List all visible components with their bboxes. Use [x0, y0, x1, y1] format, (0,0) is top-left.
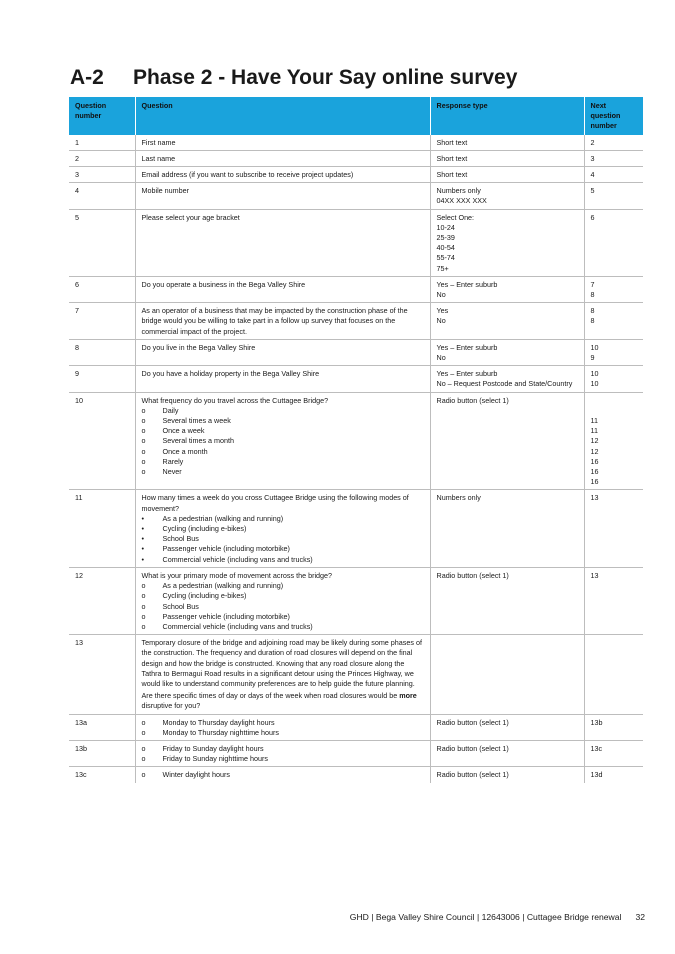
question-number-cell: 5	[69, 209, 135, 276]
question-text-part: disruptive for you?	[141, 701, 201, 711]
question-number-cell: 10	[69, 392, 135, 490]
option-label: Cycling (including e-bikes)	[162, 524, 247, 534]
option-label: Daily	[162, 405, 179, 415]
response-type-cell	[430, 490, 584, 567]
option-label: As a pedestrian (walking and running)	[162, 581, 284, 591]
response-line: Radio button (select 1)	[436, 743, 509, 753]
page-number: 32	[635, 912, 645, 922]
question-cell	[135, 490, 430, 567]
response-line: Radio button (select 1)	[436, 770, 509, 780]
hollow-circle-icon: o	[141, 591, 146, 601]
response-line: Radio button (select 1)	[436, 395, 509, 405]
response-type-cell	[430, 366, 584, 392]
column-header-question: Question	[135, 97, 430, 135]
option-label: Once a week	[162, 426, 205, 436]
response-line: Short text	[436, 170, 468, 180]
next-question-cell	[584, 490, 643, 567]
bullet-icon: •	[141, 534, 145, 544]
response-line: Numbers only	[436, 493, 481, 503]
question-cell	[135, 635, 430, 714]
response-type-cell	[430, 567, 584, 634]
next-question-value	[591, 406, 638, 416]
response-line: 75+	[436, 263, 449, 273]
response-line: 04XX XXX XXX	[436, 196, 487, 206]
response-line: Short text	[436, 153, 468, 163]
table-row	[69, 490, 643, 567]
question-text: How many times a week do you cross Cuttagee Bridge using the following modes of movement?	[141, 493, 409, 513]
next-question-cell	[584, 150, 643, 166]
question-number-cell: 8	[69, 339, 135, 365]
table-row	[69, 392, 643, 490]
next-question-value: 8	[590, 316, 595, 326]
radio-option	[142, 426, 424, 436]
question-text: Temporary closure of the bridge and adjoining road may be likely during some phases of the construction. The frequency and duration of road closures will depend on the final design and how the bridge is constructed. Knowing that any road closure along the Tathra to Bermagui Road results in a significant detour using the Princes Highway, we would like to understand community preferences are to help guide the future planning.	[141, 638, 422, 688]
response-type-cell	[430, 767, 584, 783]
option-label: Friday to Sunday nighttime hours	[162, 754, 268, 764]
response-line: 40-54	[436, 243, 455, 253]
question-cell	[135, 740, 430, 766]
table-body	[69, 135, 643, 783]
response-type-cell	[430, 135, 584, 151]
column-header-response-type: Response type	[430, 97, 584, 135]
table-row	[69, 635, 643, 714]
response-line: Radio button (select 1)	[436, 570, 509, 580]
next-question-cell	[584, 635, 643, 714]
footer-text: GHD | Bega Valley Shire Council | 12643006 | Cuttagee Bridge renewal	[349, 912, 622, 922]
radio-option	[142, 457, 424, 467]
next-question-cell	[584, 303, 643, 340]
radio-option	[142, 416, 424, 426]
next-question-value: 12	[590, 436, 599, 446]
question-cell	[135, 567, 430, 634]
next-question-value: 13b	[590, 717, 603, 727]
response-line: 25-39	[436, 233, 455, 243]
response-type-cell	[430, 183, 584, 209]
question-text: Last name	[141, 153, 176, 163]
question-number-cell: 7	[69, 303, 135, 340]
radio-option	[142, 744, 424, 754]
radio-option	[142, 728, 424, 738]
question-text	[142, 691, 424, 711]
next-question-cell	[584, 714, 643, 740]
checkbox-option	[142, 555, 424, 565]
hollow-circle-icon: o	[141, 770, 146, 780]
option-label: Several times a month	[162, 436, 235, 446]
question-number-cell: 13b	[69, 740, 135, 766]
question-text: Mobile number	[141, 186, 190, 196]
response-type-cell	[430, 714, 584, 740]
hollow-circle-icon: o	[141, 727, 146, 737]
next-question-value: 4	[590, 170, 595, 180]
question-number-cell: 1	[75, 137, 79, 147]
question-cell	[135, 392, 430, 490]
response-type-cell	[430, 276, 584, 302]
question-number-cell: 3	[69, 167, 135, 183]
question-number-cell: 13a	[69, 714, 135, 740]
response-type-cell	[430, 209, 584, 276]
table-row	[69, 767, 643, 783]
page-footer	[350, 912, 645, 922]
option-label: Once a month	[162, 446, 208, 456]
response-type-cell	[430, 150, 584, 166]
checkbox-option	[142, 514, 424, 524]
next-question-value: 13c	[590, 743, 603, 753]
table-row	[69, 276, 643, 302]
response-line: Numbers only	[436, 186, 481, 196]
question-number-cell: 9	[69, 366, 135, 392]
radio-option	[142, 436, 424, 446]
response-line: Yes	[436, 306, 449, 316]
checkbox-option	[142, 524, 424, 534]
radio-option	[142, 770, 424, 780]
next-question-value: 16	[590, 467, 599, 477]
next-question-value: 16	[590, 477, 599, 487]
question-text: Do you operate a business in the Bega Valley Shire	[141, 279, 306, 289]
response-line: Short text	[436, 137, 468, 147]
radio-option	[142, 591, 424, 601]
option-label: Monday to Thursday daylight hours	[162, 717, 275, 727]
radio-option	[142, 718, 424, 728]
option-label: Commercial vehicle (including vans and trucks)	[162, 554, 313, 564]
question-text: Do you have a holiday property in the Bega Valley Shire	[141, 369, 320, 379]
hollow-circle-icon: o	[141, 456, 146, 466]
option-label: Winter daylight hours	[162, 770, 231, 780]
radio-option	[142, 754, 424, 764]
next-question-cell	[584, 135, 643, 151]
table-row	[69, 366, 643, 392]
option-label: Cycling (including e-bikes)	[162, 591, 247, 601]
response-type-cell	[430, 303, 584, 340]
question-cell	[135, 135, 430, 151]
next-question-cell	[584, 366, 643, 392]
table-row	[69, 567, 643, 634]
response-line: Yes – Enter suburb	[436, 369, 498, 379]
next-question-cell	[584, 767, 643, 783]
bullet-icon: •	[141, 513, 145, 523]
table-header-row	[69, 97, 643, 135]
response-line: Yes – Enter suburb	[436, 279, 498, 289]
question-number-cell: 4	[69, 183, 135, 209]
response-type-cell	[430, 740, 584, 766]
question-cell	[135, 366, 430, 392]
checkbox-option	[142, 544, 424, 554]
option-label: Monday to Thursday nighttime hours	[162, 727, 280, 737]
next-question-value: 6	[590, 212, 595, 222]
question-cell	[135, 209, 430, 276]
option-label: Several times a week	[162, 416, 231, 426]
option-label: Friday to Sunday daylight hours	[162, 743, 264, 753]
question-text: Do you live in the Bega Valley Shire	[141, 342, 256, 352]
next-question-value	[591, 396, 638, 406]
radio-option	[142, 602, 424, 612]
table-row	[69, 209, 643, 276]
hollow-circle-icon: o	[141, 621, 146, 631]
next-question-cell	[584, 183, 643, 209]
next-question-cell	[584, 167, 643, 183]
response-line: No	[436, 353, 446, 363]
response-type-cell	[430, 635, 584, 714]
radio-option	[142, 581, 424, 591]
question-number-cell: 13	[69, 635, 135, 714]
hollow-circle-icon: o	[141, 717, 146, 727]
question-number-cell: 13c	[69, 767, 135, 783]
question-text: First name	[141, 137, 176, 147]
table-row	[69, 183, 643, 209]
question-cell	[135, 276, 430, 302]
hollow-circle-icon: o	[141, 426, 146, 436]
option-label: Commercial vehicle (including vans and trucks)	[162, 621, 313, 631]
column-header-next-question: Next question number	[584, 97, 643, 135]
hollow-circle-icon: o	[141, 416, 146, 426]
column-header-question-number: Question number	[69, 97, 135, 135]
question-number-cell: 12	[69, 567, 135, 634]
question-number-cell: 11	[69, 490, 135, 567]
next-question-value: 5	[590, 186, 595, 196]
bullet-icon: •	[141, 554, 145, 564]
hollow-circle-icon: o	[141, 467, 146, 477]
next-question-cell	[584, 276, 643, 302]
appendix-number: A-2	[70, 66, 104, 89]
response-line: No	[436, 290, 446, 300]
next-question-value: 8	[590, 290, 595, 300]
next-question-value: 16	[590, 456, 599, 466]
table-row	[69, 167, 643, 183]
question-text: Email address (if you want to subscribe to receive project updates)	[141, 170, 354, 180]
next-question-cell	[584, 339, 643, 365]
next-question-value: 9	[590, 353, 595, 363]
radio-option	[142, 612, 424, 622]
bullet-icon: •	[141, 524, 145, 534]
response-line: No	[436, 316, 446, 326]
option-label: School Bus	[162, 601, 199, 611]
question-text: What is your primary mode of movement across the bridge?	[141, 570, 333, 580]
question-text: As an operator of a business that may be impacted by the construction phase of the bridge would you be willing to take part in a follow up survey that focuses on the commercial impact of the project.	[141, 306, 408, 336]
table-row	[69, 303, 643, 340]
question-text: What frequency do you travel across the Cuttagee Bridge?	[141, 395, 329, 405]
option-label: School Bus	[162, 534, 199, 544]
table-row	[69, 135, 643, 151]
radio-option	[142, 406, 424, 416]
table-row	[69, 150, 643, 166]
emphasis-text: more	[399, 691, 417, 701]
next-question-value: 11	[590, 416, 598, 426]
option-label: Passenger vehicle (including motorbike)	[162, 611, 290, 621]
hollow-circle-icon: o	[141, 581, 146, 591]
page-heading	[70, 66, 517, 90]
hollow-circle-icon: o	[141, 405, 146, 415]
next-question-value: 10	[590, 342, 599, 352]
next-question-value: 8	[590, 306, 595, 316]
next-question-value: 12	[590, 446, 599, 456]
radio-option	[142, 467, 424, 477]
appendix-title: Phase 2 - Have Your Say online survey	[133, 66, 518, 89]
response-line: Yes – Enter suburb	[436, 342, 498, 352]
next-question-value: 13	[590, 570, 599, 580]
question-cell	[135, 339, 430, 365]
hollow-circle-icon: o	[141, 446, 146, 456]
option-label: Never	[162, 467, 182, 477]
next-question-value: 13	[590, 493, 599, 503]
response-type-cell	[430, 339, 584, 365]
response-type-cell	[430, 392, 584, 490]
bullet-icon: •	[141, 544, 145, 554]
question-number-cell: 2	[69, 150, 135, 166]
next-question-cell	[584, 209, 643, 276]
response-line: 10-24	[436, 222, 455, 232]
next-question-cell	[584, 392, 643, 490]
checkbox-option	[142, 534, 424, 544]
question-cell	[135, 167, 430, 183]
response-line: Radio button (select 1)	[436, 717, 509, 727]
hollow-circle-icon: o	[141, 436, 146, 446]
survey-question-table	[69, 97, 643, 783]
table-row	[69, 339, 643, 365]
hollow-circle-icon: o	[141, 611, 146, 621]
option-label: Rarely	[162, 456, 184, 466]
next-question-value: 3	[590, 153, 595, 163]
response-line: 55-74	[436, 253, 455, 263]
question-text-part: Are there specific times of day or days of the week when road closures would be	[141, 691, 400, 701]
response-line: No – Request Postcode and State/Country	[436, 379, 573, 389]
option-label: Passenger vehicle (including motorbike)	[162, 544, 290, 554]
question-cell	[135, 714, 430, 740]
question-number-cell: 6	[69, 276, 135, 302]
question-cell	[135, 303, 430, 340]
response-type-cell	[430, 167, 584, 183]
question-text: Please select your age bracket	[141, 212, 240, 222]
hollow-circle-icon: o	[141, 754, 146, 764]
hollow-circle-icon: o	[141, 601, 146, 611]
question-cell	[135, 150, 430, 166]
next-question-value: 10	[590, 369, 599, 379]
hollow-circle-icon: o	[141, 743, 146, 753]
question-cell	[135, 767, 430, 783]
radio-option	[142, 447, 424, 457]
next-question-value: 13d	[590, 770, 603, 780]
table-row	[69, 714, 643, 740]
next-question-value: 7	[590, 279, 595, 289]
next-question-value: 11	[590, 426, 598, 436]
next-question-cell	[584, 567, 643, 634]
table-row	[69, 740, 643, 766]
response-line: Select One:	[436, 212, 475, 222]
next-question-cell	[584, 740, 643, 766]
question-cell	[135, 183, 430, 209]
next-question-value: 2	[590, 137, 595, 147]
radio-option	[142, 622, 424, 632]
option-label: As a pedestrian (walking and running)	[162, 513, 284, 523]
next-question-value: 10	[590, 379, 599, 389]
